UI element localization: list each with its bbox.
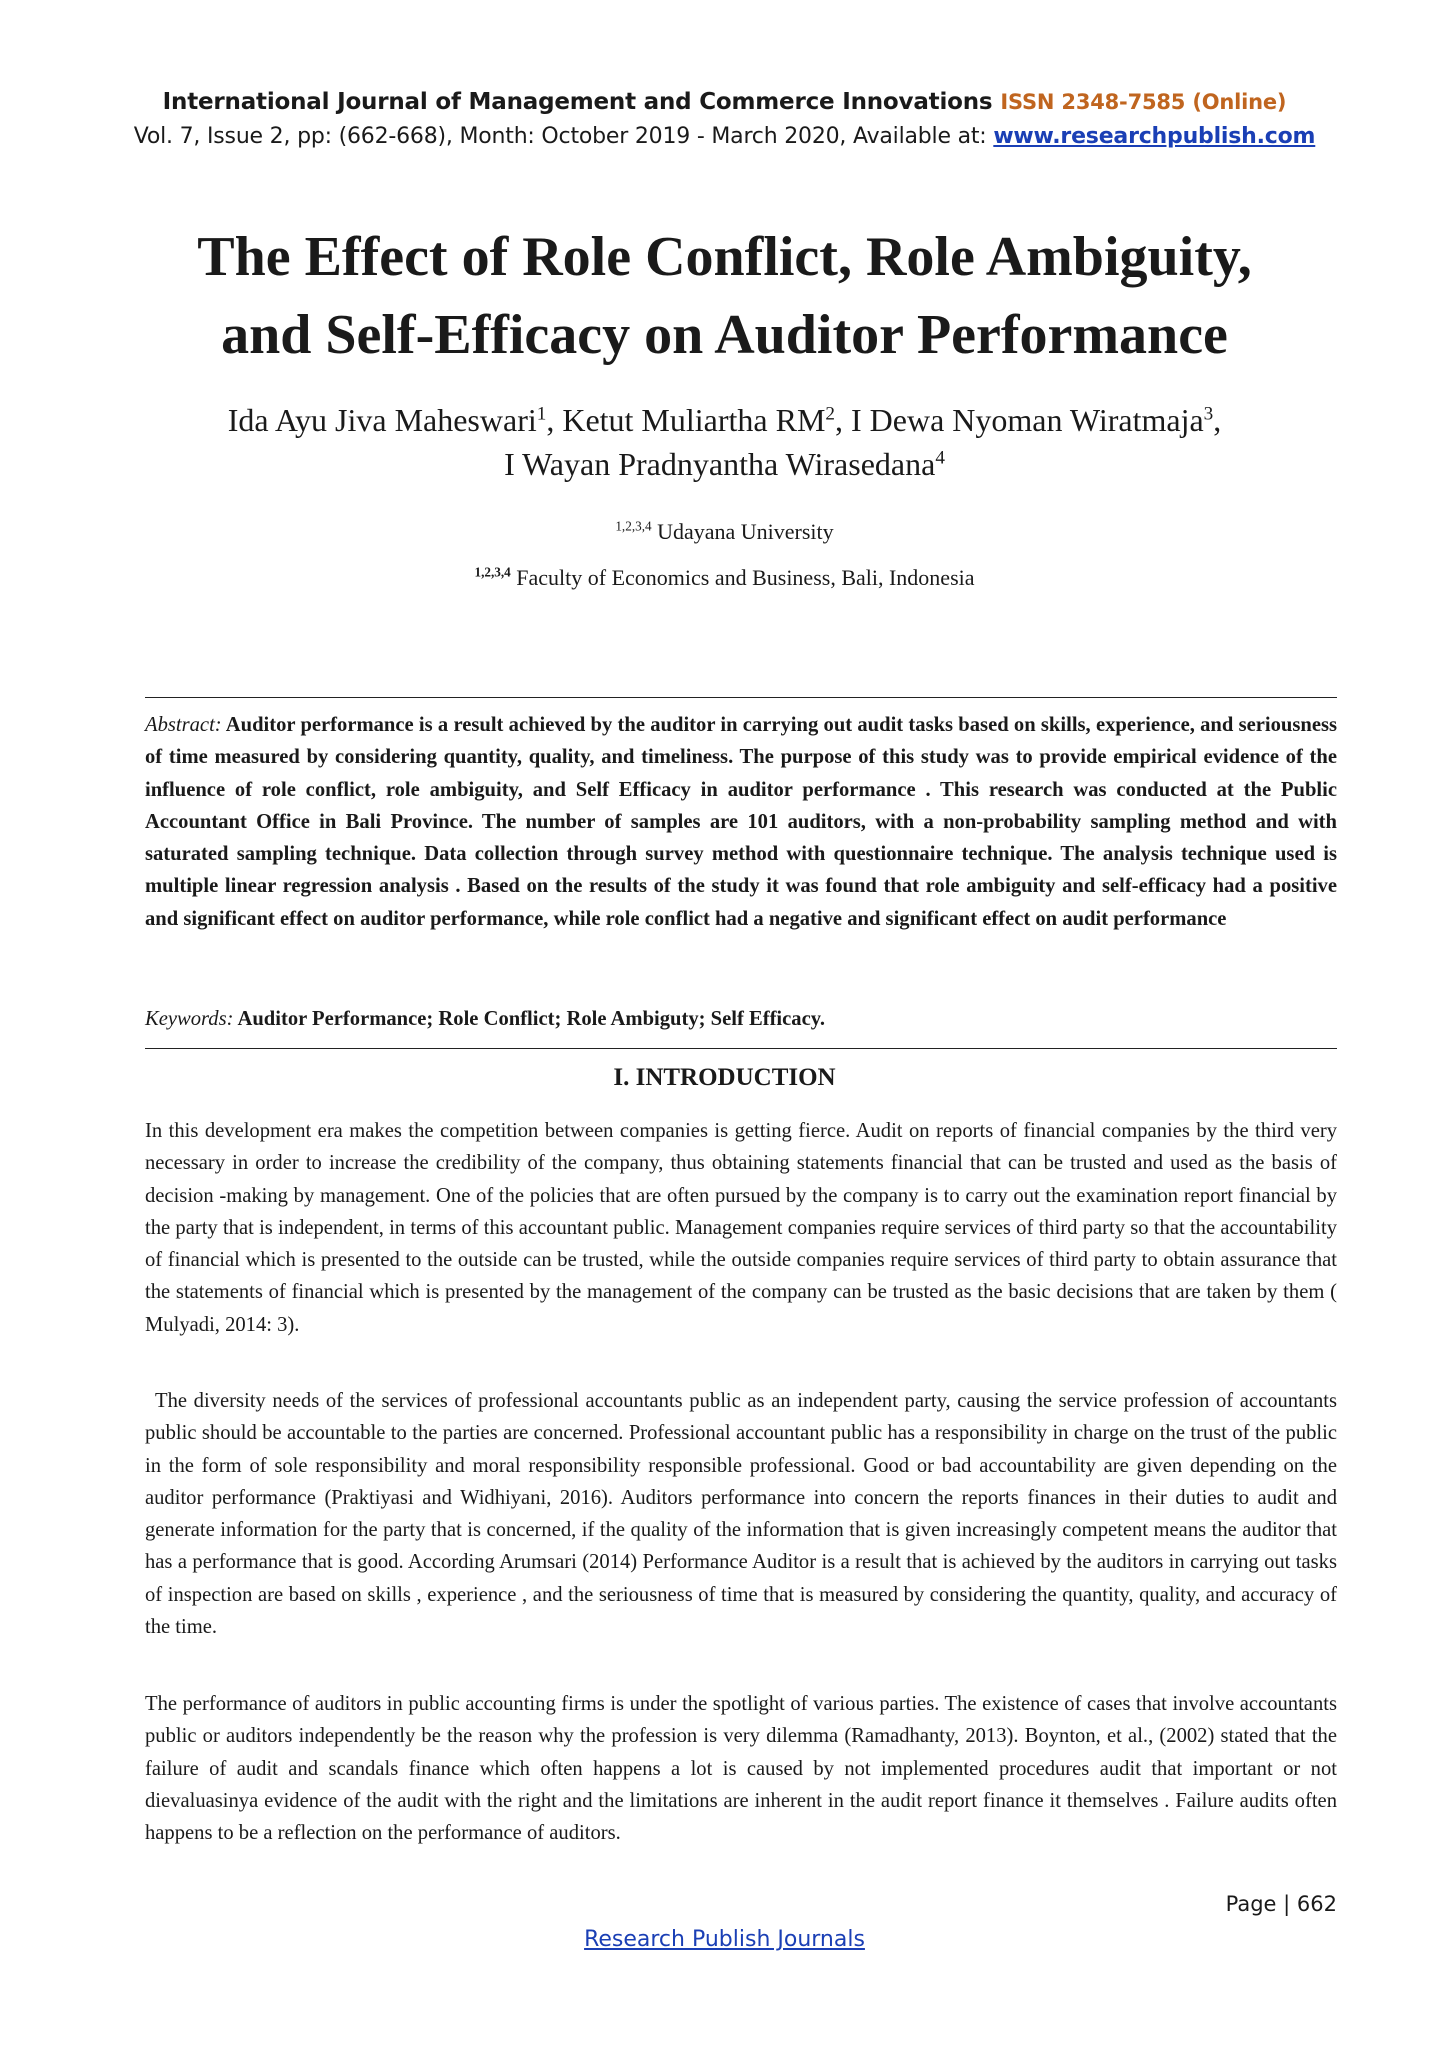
abstract-text: Auditor performance is a result achieved by the auditor in carrying out audit tasks based on skills, experience, and seriousness of time measured by considering quantity, quality, and timeliness. The purpose of this study was to provide empirical evidence of the influence of role conflict, role ambiguity, and Self Efficacy in auditor performance . This research was conducted at the Public Accountant Office in Bali Province. The number of samples are 101 auditors, with a non-probability sampling method and with saturated sampling technique. Data collection through survey method with questionnaire technique. The analysis technique used is multiple linear regression analysis . Based on the results of the study it was found that role ambiguity and self-efficacy had a positive and significant effect on auditor performance, while role conflict had a negative and significant effect on audit performance <box>145 714 1337 930</box>
body-paragraph: The diversity needs of the services of professional accountants public as an independent party, causing the service profession of accountants public should be accountable to the parties are concerned. Professional accountant public has a responsibility in charge on the trust of the public in the form of sole responsibility and moral responsibility responsible professional. Good or bad accountability are given depending on the auditor performance (Praktiyasi and Widhiyani, 2016). Auditors performance into concern the reports finances in their duties to audit and generate information for the party that is concerned, if the quality of the information that is given increasingly competent means the auditor that has a performance that is good. According Arumsari (2014) Performance Auditor is a result that is achieved by the auditors in carrying out tasks of inspection are based on skills , experience , and the seriousness of time that is measured by considering the quantity, quality, and accuracy of the time. <box>145 1390 1337 1639</box>
journal-header <box>0 89 1449 115</box>
author-line-2 <box>0 442 1449 486</box>
author-list <box>0 398 1449 486</box>
page-number: Page | 662 <box>1225 1892 1337 1916</box>
abstract-bottom-rule <box>145 1048 1337 1049</box>
journal-name: International Journal of Management and Commerce Innovations <box>162 89 993 115</box>
body-paragraph: The performance of auditors in public accounting firms is under the spotlight of various parties. The existence of cases that involve accountants public or auditors independently be the reason why the profession is very dilemma (Ramadhanty, 2013). Boynton, et al., (2002) stated that the failure of audit and scandals finance which often happens a lot is caused by not implemented procedures audit that important or not dievaluasinya evidence of the audit with the right and the limitations are inherent in the audit report finance it themselves . Failure audits often happens to be a reflection on the performance of auditors. <box>145 1693 1337 1845</box>
author-name: I Wayan Pradnyantha Wirasedana <box>504 446 936 482</box>
title-line-1: The Effect of Role Conflict, Role Ambiguity, <box>197 226 1252 288</box>
author-separator: , <box>835 402 851 438</box>
publisher-link[interactable]: Research Publish Journals <box>584 1927 865 1952</box>
abstract-label: Abstract: <box>145 714 222 736</box>
author-sup: 2 <box>825 403 835 425</box>
author-sup: 3 <box>1203 403 1214 425</box>
title-line-2: and Self-Efficacy on Auditor Performance <box>221 304 1228 366</box>
journal-url-link[interactable]: www.researchpublish.com <box>993 124 1316 149</box>
affiliation-text: Udayana University <box>651 519 834 544</box>
affiliation-university <box>0 519 1449 545</box>
author-name: Ketut Muliartha RM <box>562 402 826 438</box>
author-separator: , <box>546 402 563 438</box>
paper-title <box>0 218 1449 374</box>
section-heading: I. INTRODUCTION <box>613 1064 836 1091</box>
footer <box>0 1927 1449 1952</box>
abstract <box>145 709 1337 935</box>
volume-text: Vol. 7, Issue 2, pp: (662-668), Month: October 2019 - March 2020, Available at: <box>133 124 987 149</box>
body-paragraph: In this development era makes the competition between companies is getting fierce. Audit on reports of financial companies by the third very necessary in order to increase the credibility of the company, thus obtaining statements financial that can be trusted and used as the basis of decision -making by management. One of the policies that are often pursued by the company is to carry out the examination report financial by the party that is independent, in terms of this accountant public. Management companies require services of third party so that the accountability of financial which is presented to the outside can be trusted, while the outside companies require services of third party to obtain assurance that the statements of financial which is presented by the management of the company can be trusted as the basic decisions that are taken by them ( Mulyadi, 2014: 3). <box>145 1120 1337 1336</box>
affiliation-sup: 1,2,3,4 <box>615 518 652 534</box>
author-name: Ida Ayu Jiva Maheswari <box>227 402 537 438</box>
abstract-top-rule <box>145 697 1337 698</box>
affiliation-sup: 1,2,3,4 <box>474 564 511 580</box>
author-sup: 1 <box>536 403 547 425</box>
affiliation-text: Faculty of Economics and Business, Bali, Indonesia <box>510 565 975 590</box>
author-name: I Dewa Nyoman Wiratmaja <box>851 402 1204 438</box>
keywords-text: Auditor Performance; Role Conflict; Role Ambiguty; Self Efficacy. <box>233 1008 826 1030</box>
affiliation-faculty <box>0 565 1449 591</box>
author-separator: , <box>1213 402 1222 438</box>
volume-line <box>0 124 1449 149</box>
author-sup: 4 <box>935 447 945 469</box>
issn: ISSN 2348-7585 (Online) <box>1000 90 1287 114</box>
keywords-label: Keywords: <box>145 1008 234 1030</box>
keywords <box>145 1008 1337 1031</box>
author-line-1 <box>0 398 1449 442</box>
